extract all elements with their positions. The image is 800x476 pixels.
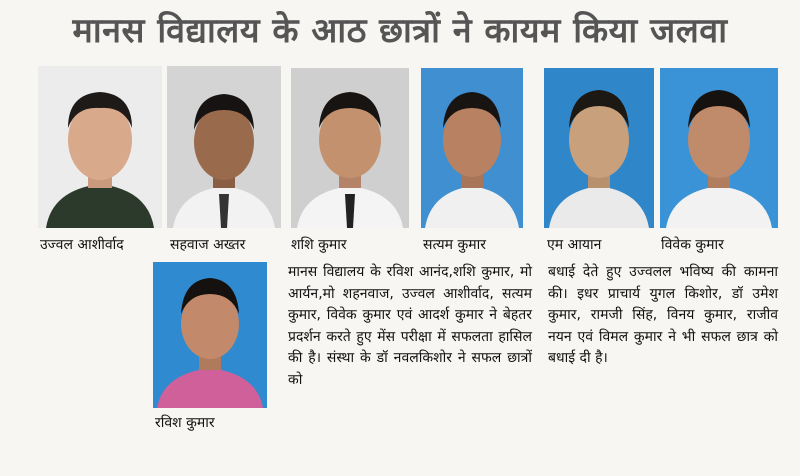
student-name-caption: सहवाज अख्तर: [170, 237, 246, 253]
portrait-image: [421, 68, 523, 228]
portrait-image: [291, 68, 409, 228]
article-paragraph: मानस विद्यालय के रविश आनंद,शशि कुमार, मो आर्यन,मो शहनवाज, उज्वल आशीर्वाद, सत्यम कुमार, विवेक कुमार एवं आदर्श कुमार ने बेहतर प्रदर्शन करते हुए मेंस परीक्षा में सफलता हासिल की है। संस्था के डॉ नवलकिशोर ने सफल छात्रों को: [288, 264, 532, 388]
student-photo: [544, 68, 654, 228]
student-photo: [167, 66, 281, 228]
student-photo: [421, 68, 523, 228]
article-paragraph: बधाई देते हुए उज्वलल भविष्य की कामना की। इधर प्राचार्य युगल किशोर, डॉ उमेश कुमार, रामजी सिंह, विनय कुमार, राजीव नयन एवं विमल कुमार ने भी सफल छात्र को बधाई दी है।: [548, 264, 778, 366]
portrait-image: [38, 66, 162, 228]
student-photo: [153, 262, 267, 408]
student-name-caption: विवेक कुमार: [661, 237, 724, 253]
portrait-image: [544, 68, 654, 228]
student-name-caption: रविश कुमार: [155, 415, 215, 431]
portrait-image: [167, 66, 281, 228]
student-name-caption: शशि कुमार: [291, 237, 347, 253]
headline: मानस विद्यालय के आठ छात्रों ने कायम किया जलवा: [72, 11, 728, 51]
student-photo: [38, 66, 162, 228]
student-photo: [291, 68, 409, 228]
portrait-image: [153, 262, 267, 408]
student-name-caption: उज्वल आशीर्वाद: [40, 237, 124, 253]
portrait-image: [660, 68, 778, 228]
student-name-caption: एम आयान: [547, 237, 602, 253]
student-name-caption: सत्यम कुमार: [423, 237, 486, 253]
article-column-2: [548, 262, 778, 370]
article-column-1: [288, 262, 532, 391]
student-photo: [660, 68, 778, 228]
